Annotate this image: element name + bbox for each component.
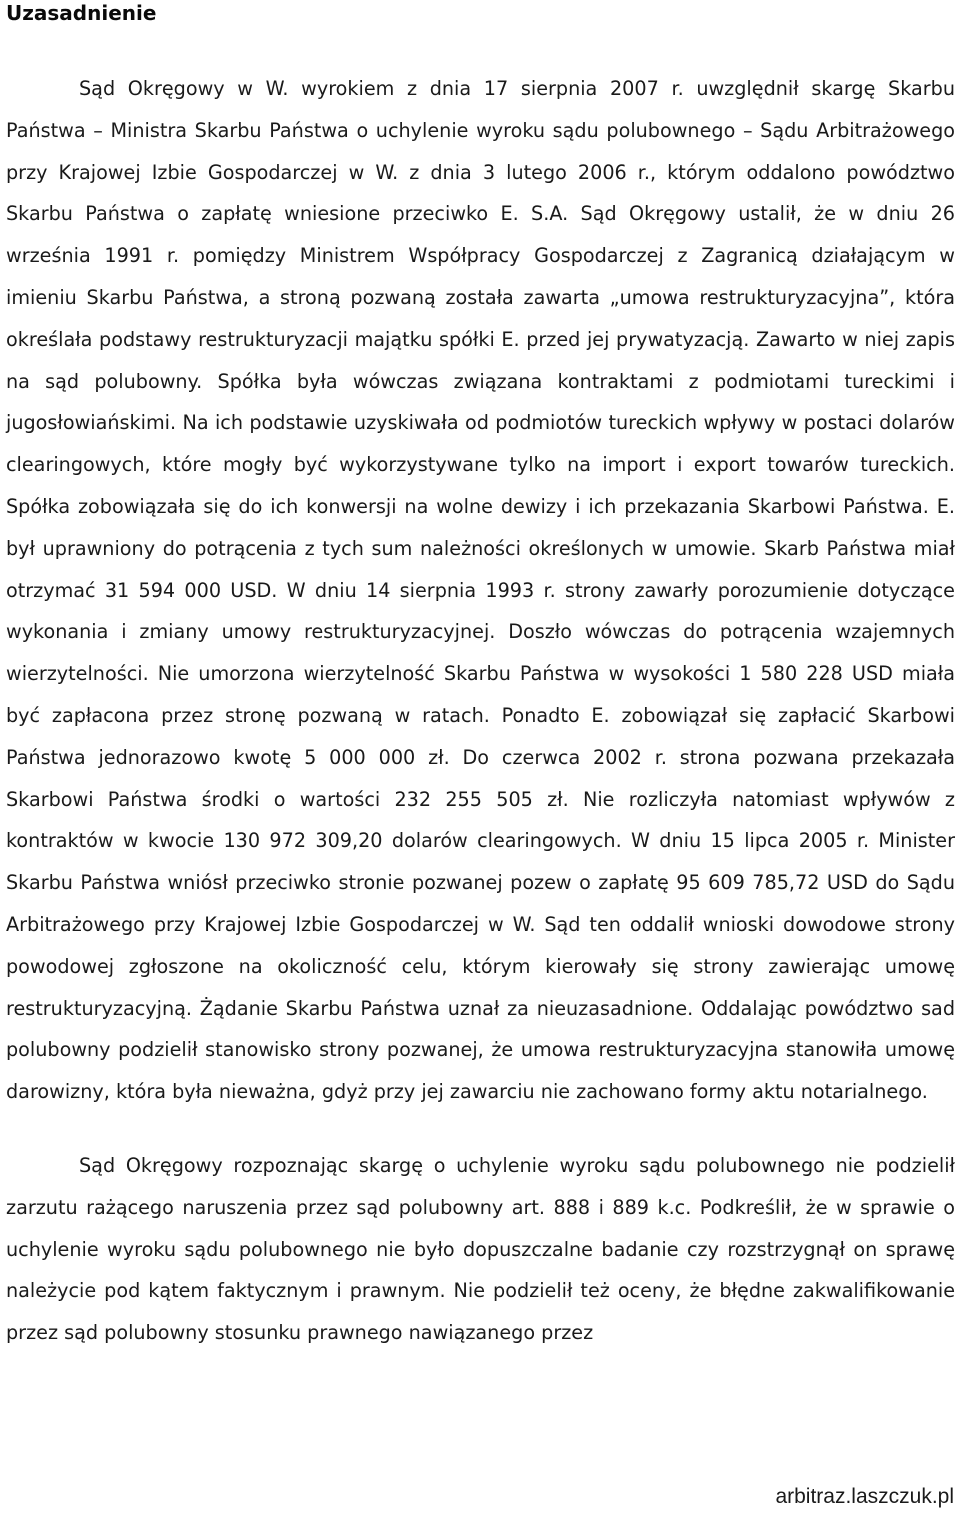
paragraph-2: Sąd Okręgowy rozpoznając skargę o uchylenie wyroku sądu polubownego nie podzielił zarzutu rażącego naruszenia przez sąd polubowny art. 888 i 889 k.c. Podkreślił, że w sprawie o uchylenie wyroku sądu polubownego nie było dopuszczalne badanie czy rozstrzygnął on sprawę należycie pod kątem faktycznym i prawnym. Nie podzielił też oceny, że błędne zakwalifikowanie przez sąd polubowny stosunku prawnego nawiązanego przez	[6, 1153, 955, 1345]
footer-source-text: arbitraz.laszczuk.pl	[775, 1485, 954, 1508]
document-page	[6, 0, 955, 1354]
paragraph-1: Sąd Okręgowy w W. wyrokiem z dnia 17 sierpnia 2007 r. uwzględnił skargę Skarbu Państwa – Ministra Skarbu Państwa o uchylenie wyroku sądu polubownego – Sądu Arbitrażowego przy Krajowej Izbie Gospodarczej w W. z dnia 3 lutego 2006 r., którym oddalono powództwo Skarbu Państwa o zapłatę wniesione przeciwko E. S.A. Sąd Okręgowy ustalił, że w dniu 26 września 1991 r. pomiędzy Ministrem Współpracy Gospodarczej z Zagranicą działającym w imieniu Skarbu Państwa, a stroną pozwaną została zawarta „umowa restrukturyzacyjna”, która określała podstawy restrukturyzacji majątku spółki E. przed jej prywatyzacją. Zawarto w niej zapis na sąd polubowny. Spółka była wówczas związana kontraktami z podmiotami tureckimi i jugosłowiańskimi. Na ich podstawie uzyskiwała od podmiotów tureckich wpływy w postaci dolarów clearingowych, które mogły być wykorzystywane tylko na import i export towarów tureckich. Spółka zobowiązała się do ich konwersji na wolne dewizy i ich przekazania Skarbowi Państwa. E. był uprawniony do potrącenia z tych sum należności określonych w umowie. Skarb Państwa miał otrzymać 31 594 000 USD. W dniu 14 sierpnia 1993 r. strony zawarły porozumienie dotyczące wykonania i zmiany umowy restrukturyzacyjnej. Doszło wówczas do potrącenia wzajemnych wierzytelności. Nie umorzona wierzytelność Skarbu Państwa w wysokości 1 580 228 USD miała być zapłacona przez stronę pozwaną w ratach. Ponadto E. zobowiązał się zapłacić Skarbowi Państwa jednorazowo kwotę 5 000 000 zł. Do czerwca 2002 r. strona pozwana przekazała Skarbowi Państwa środki o wartości 232 255 505 zł. Nie rozliczyła natomiast wpływów z kontraktów w kwocie 130 972 309,20 dolarów clearingowych. W dniu 15 lipca 2005 r. Minister Skarbu Państwa wniósł przeciwko stronie pozwanej pozew o zapłatę 95 609 785,72 USD do Sądu Arbitrażowego przy Krajowej Izbie Gospodarczej w W. Sąd ten oddalił wnioski dowodowe strony powodowej zgłoszone na okoliczność celu, którym kierowały się strony zawierając umowę restrukturyzacyjną. Żądanie Skarbu Państwa uznał za nieuzasadnione. Oddalając powództwo sad polubowny podzielił stanowisko strony pozwanej, że umowa restrukturyzacyjna stanowiła umowę darowizny, która była nieważna, gdyż przy jej zawarciu nie zachowano formy aktu notarialnego.	[6, 77, 955, 1104]
document-heading: Uzasadnienie	[6, 1, 157, 25]
